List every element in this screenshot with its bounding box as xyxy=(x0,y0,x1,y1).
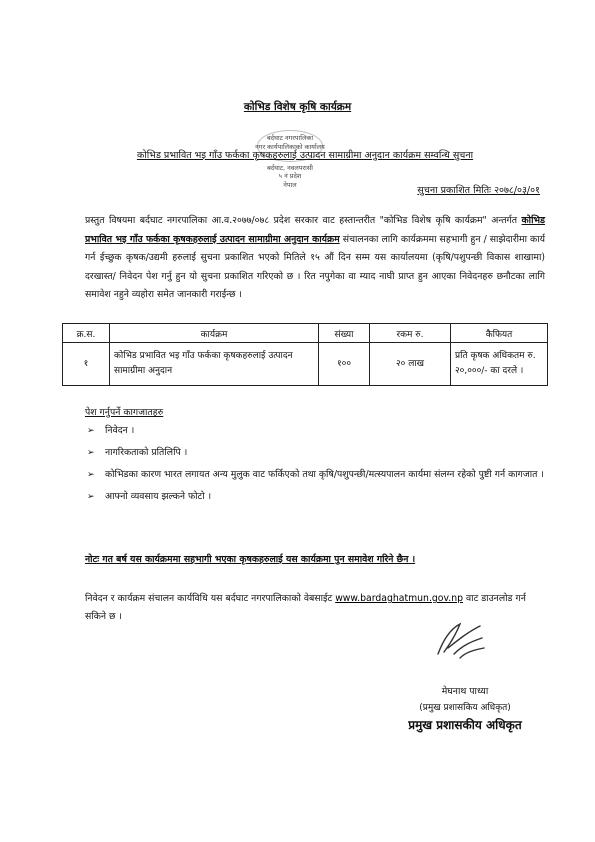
column-header: क्र.स. xyxy=(63,324,110,343)
notice-title: कोभिड विशेष कृषि कार्यक्रम xyxy=(243,101,352,113)
documents-heading: पेश गर्नुपर्ने कागजातहरु xyxy=(85,407,164,418)
list-item: ➢ कोभिडका कारण भारत लगायत अन्य मुलुक वाट फर्किएको तथा कृषि/पशुपन्छी/मत्स्यपालन कार्यमा संलग्न रहेको पुष्टी गर्न कागजात । xyxy=(85,466,545,484)
note-text: नोटः गत बर्ष यस कार्यक्रममा सहभागी भएका कृषकहरुलाई यस कार्यक्रमा पुन समावेश गरिने छैन । xyxy=(85,554,416,565)
signature-icon xyxy=(430,618,490,663)
signer-block xyxy=(395,683,535,734)
list-item: ➢ आफ्नो व्यवसाय झल्कने फोटो । xyxy=(85,488,545,506)
notice-subtitle: कोभिड प्रभावित भइ गाँउ फर्कका कृषकहरुलाई उत्पादन सामाग्रीमा अनुदान कार्यक्रम सम्वन्धि सुचना xyxy=(136,150,474,161)
main-paragraph xyxy=(85,212,545,305)
arrow-bullet-icon: ➢ xyxy=(87,470,95,480)
table-cell: कोभिड प्रभावित भइ गाँउ फर्कका कृषकहरुलाई उत्पादन सामाग्रीमा अनुदान xyxy=(110,343,319,386)
stamp-line: बर्दघाट नगरपालिका xyxy=(266,134,314,142)
arrow-bullet-icon: ➢ xyxy=(87,492,95,502)
signer-name: मेघनाथ पाध्या xyxy=(441,686,489,697)
arrow-bullet-icon: ➢ xyxy=(87,426,95,436)
publish-date: सुचना प्रकाशित मितिः २०७८/०३/०१ xyxy=(417,185,540,196)
website-link[interactable]: www.bardaghatmun.gov.np xyxy=(335,593,464,604)
table-cell: प्रति कृषक अधिकतम रु. २०,०००/- का दरले । xyxy=(451,343,548,386)
program-table xyxy=(62,323,548,386)
stamp-line: बर्दघाट, नवलपरासी xyxy=(267,163,313,172)
program-name-highlight: कोभिड प्रभावित भइ गाँउ फर्कका कृषकहरुलाई उत्पादन सामाग्रीमा अनुदान कार्यक्रम xyxy=(85,215,545,245)
column-header: संख्या xyxy=(319,324,370,343)
list-item: ➢ नागरिकताको प्रतिलिपि । xyxy=(85,444,545,462)
stamp-line: नगर कार्यपालिकाको कार्यालय xyxy=(255,142,325,151)
column-header: रकम रु. xyxy=(370,324,451,343)
table-header-row xyxy=(63,324,548,343)
paragraph-text: प्रस्तुत विषयमा बर्दघाट नगरपालिका आ.व.२०७७/०७८ प्रदेश सरकार वाट हस्तान्तरीत "कोभिड विशेष कृषि कार्यक्रम" अन्तर्गत xyxy=(85,215,522,226)
table-row xyxy=(63,343,548,386)
column-header: कैफियत xyxy=(451,324,548,343)
signer-title: (प्रमुख प्रशासकिय अधिकृत) xyxy=(419,703,511,713)
signer-title-bold: प्रमुख प्रशासकीय अधिकृत xyxy=(408,718,522,732)
list-item: ➢ निवेदन । xyxy=(85,422,545,440)
paragraph-text: संचालनका लागि कार्यक्रममा सहभागी हुन / साझेदारीमा कार्य गर्न ईच्छुक कृषक/उद्यमी हरुलाई सुचना प्रकाशित भएको मितिले १५ औं दिन सम्म यस कार्यालयमा (कृषि/पशुपन्छी विकास शाखामा) दरखास्त/ निवेदन पेश गर्नु हुन यो सुचना प्रकाशित गरिएको छ । रित नपुगेका वा म्याद नाघी प्राप्त हुन आएका निवेदनहरु छनौटका लागि समावेश नहुने व्यहोरा समेत जानकारी गराईन्छ । xyxy=(85,233,545,300)
stamp-line: नेपाल xyxy=(283,181,297,190)
arrow-bullet-icon: ➢ xyxy=(87,448,95,458)
table-cell: २० लाख xyxy=(370,343,451,386)
documents-list xyxy=(85,422,545,510)
stamp-line: ५ नं प्रदेश xyxy=(278,172,302,181)
closing-paragraph: निवेदन र कार्यक्रम संचालन कार्यविधि यस बर्दघाट नगरपालिकाको वेबसाईट www.bardaghatmun.gov.np वाट डाउनलोड गर्न सकिने छ । xyxy=(85,593,526,622)
office-stamp xyxy=(235,128,345,206)
column-header: कार्यक्रम xyxy=(110,324,319,343)
table-cell: १ xyxy=(63,343,110,386)
table-cell: १०० xyxy=(319,343,370,386)
